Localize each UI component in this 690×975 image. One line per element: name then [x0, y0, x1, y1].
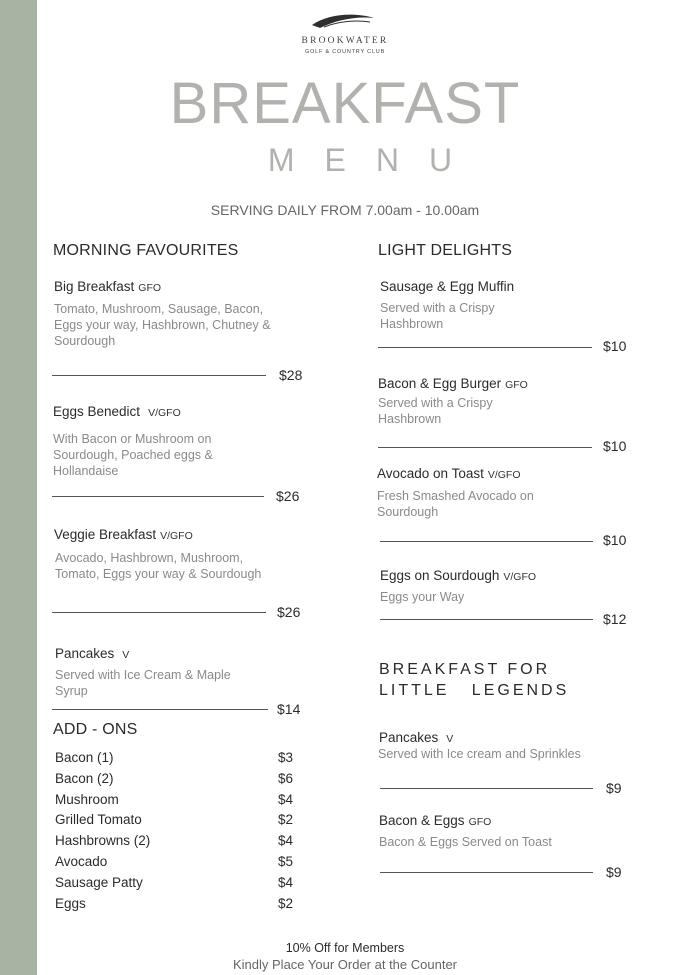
divider — [52, 496, 264, 497]
item-price: $10 — [603, 438, 627, 454]
item-name: Avocado on Toast — [377, 466, 484, 481]
item-price: $9 — [606, 780, 622, 796]
section-heading-light-delights: LIGHT DELIGHTS — [378, 242, 513, 259]
dietary-tag: V/GFO — [487, 469, 521, 481]
dietary-tag: V/GFO — [503, 571, 537, 583]
menu-item-kids-pancakes — [379, 729, 453, 747]
item-description: Served with Ice Cream & Maple Syrup — [55, 668, 231, 698]
addon-price: $2 — [278, 812, 294, 827]
menu-item-veggie-breakfast — [54, 526, 193, 544]
addon-name: Bacon (2) — [55, 771, 114, 786]
addon-name: Eggs — [55, 896, 86, 911]
divider — [52, 612, 266, 613]
item-name: Pancakes — [55, 646, 115, 661]
item-description: With Bacon or Mushroom on Sourdough, Poached eggs & Hollandaise — [53, 432, 213, 478]
divider — [380, 872, 593, 873]
menu-item-eggs-on-sourdough — [380, 567, 536, 585]
menu-item-pancakes — [55, 645, 129, 663]
serving-hours: SERVING DAILY FROM 7.00am - 10.00am — [210, 202, 480, 218]
item-name: Bacon & Eggs — [379, 813, 465, 828]
item-description: Tomato, Mushroom, Sausage, Bacon, Eggs your way, Hashbrown, Chutney & Sourdough — [54, 302, 271, 348]
addon-price: $4 — [278, 875, 294, 890]
divider — [380, 541, 593, 542]
item-description: Served with Ice cream and Sprinkles — [378, 747, 581, 761]
item-name: Bacon & Egg Burger — [378, 376, 502, 391]
dietary-tag: GFO — [505, 379, 528, 391]
brand-subtitle: GOLF & COUNTRY CLUB — [304, 49, 386, 55]
addon-name: Mushroom — [55, 792, 119, 807]
item-name: Sausage & Egg Muffin — [380, 279, 515, 294]
addon-price: $6 — [278, 771, 294, 786]
section-heading-add-ons: ADD - ONS — [53, 721, 138, 738]
divider — [378, 447, 592, 448]
item-price: $28 — [279, 367, 303, 383]
item-price: $12 — [603, 611, 627, 627]
item-price: $10 — [603, 338, 627, 354]
addon-price: $3 — [278, 750, 294, 765]
item-name: Eggs Benedict — [53, 404, 141, 419]
brand-name: BROOKWATER — [301, 36, 389, 46]
item-name: Eggs on Sourdough — [380, 568, 500, 583]
item-price: $26 — [276, 488, 300, 504]
section-heading-morning-favourites: MORNING FAVOURITES — [53, 242, 239, 259]
dietary-tag: V/GFO — [160, 530, 193, 542]
item-price: $10 — [603, 532, 627, 548]
item-name: Pancakes — [379, 730, 439, 745]
item-description: Avocado, Hashbrown, Mushroom, Tomato, Eggs your way & Sourdough — [55, 551, 262, 581]
addon-name: Bacon (1) — [55, 750, 114, 765]
dietary-tag: GFO — [138, 282, 162, 294]
menu-item-big-breakfast — [54, 278, 161, 296]
item-price: $14 — [277, 701, 301, 717]
item-name: Veggie Breakfast — [54, 527, 157, 542]
dietary-tag: V/GFO — [148, 407, 181, 419]
addon-price: $4 — [278, 833, 294, 848]
menu-item-bacon-egg-burger — [378, 375, 528, 393]
leaf-logo-icon — [310, 12, 376, 30]
order-instructions: Kindly Place Your Order at the Counter — [232, 957, 458, 972]
section-heading-little-legends: BREAKFAST FOR LITTLE LEGENDS — [379, 661, 570, 699]
divider — [52, 709, 268, 710]
item-description: Bacon & Eggs Served on Toast — [379, 835, 552, 849]
divider — [380, 619, 593, 620]
addon-name: Sausage Patty — [55, 875, 143, 890]
item-description: Served with a Crispy Hashbrown — [378, 396, 493, 426]
addon-name: Hashbrowns (2) — [55, 833, 151, 848]
dietary-tag: GFO — [468, 816, 492, 828]
page-subtitle: MENU — [267, 142, 483, 178]
divider — [380, 788, 593, 789]
menu-item-sausage-egg-muffin — [380, 278, 514, 296]
item-description: Fresh Smashed Avocado on Sourdough — [377, 489, 534, 519]
menu-item-eggs-benedict — [53, 403, 181, 421]
menu-item-kids-bacon-eggs — [379, 812, 491, 830]
addon-price: $4 — [278, 792, 294, 807]
page-title: BREAKFAST — [169, 71, 521, 136]
addon-price: $5 — [278, 854, 294, 869]
item-price: $26 — [277, 604, 301, 620]
divider — [378, 347, 592, 348]
item-name: Big Breakfast — [54, 279, 135, 294]
addon-price: $2 — [278, 896, 294, 911]
dietary-tag: V — [122, 649, 130, 661]
item-price: $9 — [606, 864, 622, 880]
addon-name: Avocado — [55, 854, 108, 869]
divider — [52, 375, 266, 376]
menu-item-avocado-on-toast — [377, 465, 521, 483]
item-description: Eggs your Way — [380, 590, 465, 604]
members-discount-note: 10% Off for Members — [285, 941, 405, 955]
addon-name: Grilled Tomato — [55, 812, 142, 827]
item-description: Served with a Crispy Hashbrown — [380, 301, 495, 331]
dietary-tag: V — [446, 733, 454, 745]
